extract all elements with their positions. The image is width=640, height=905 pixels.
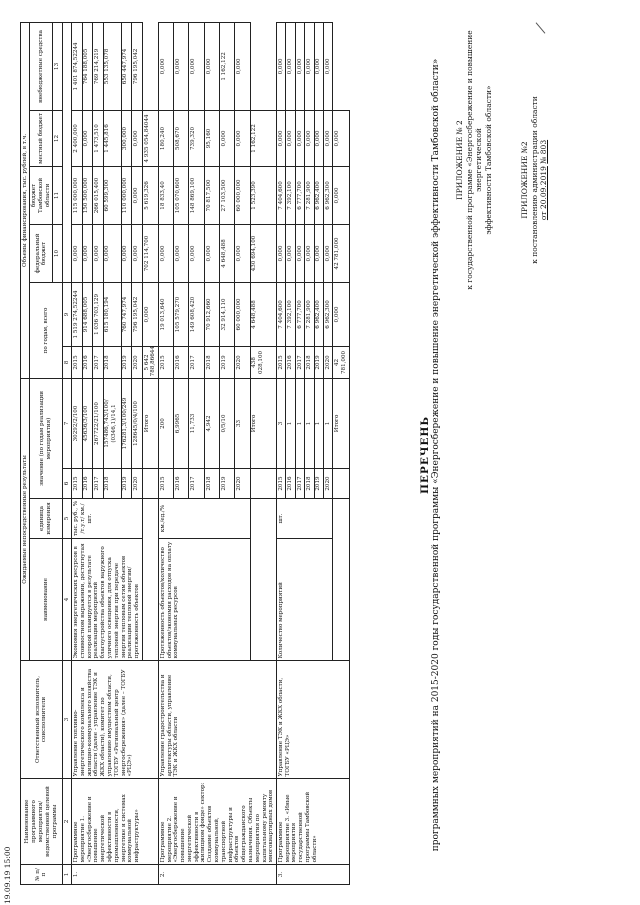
funding-extrabudget: 0,000	[174, 22, 189, 110]
measure-name: Программное мероприятие 2. «Энергосбережение и повышение энергетической эффективности в жилищном фонде» сектор: Создание объектов коммунальной, транспортной инфраструктуры и объектов общегражданского назначения. Объекты мероприятия по капитальному ремонту многоквартирных домов	[158, 779, 276, 865]
result-value: 157486,743/100/ (0346,1)/14,1	[103, 378, 121, 468]
funding-local: 0,000	[295, 110, 304, 166]
row-num: 2.	[158, 865, 276, 885]
col-regional: бюджет Тамбовской области	[30, 166, 53, 224]
funding-federal: 0,000	[174, 224, 189, 282]
result-empty	[250, 499, 276, 661]
col-num-10: 10	[53, 224, 62, 282]
funding-local: 0,000	[132, 110, 143, 166]
annex-decree-ref	[539, 15, 549, 345]
funding-regional: 60 599,300	[103, 166, 121, 224]
result-year: 2017	[93, 469, 103, 499]
col-num-spacer	[62, 22, 71, 282]
funding-extrabudget: 0,000	[204, 22, 219, 110]
col-num-5: 5	[62, 499, 71, 539]
funding-by-years: 615 180,194	[103, 282, 121, 346]
funding-regional: 6 777,700	[295, 166, 304, 224]
funding-by-years: 6 777,700	[295, 282, 304, 346]
row-num: 1.	[72, 865, 159, 885]
funding-federal: 0,000	[142, 282, 158, 346]
col-num-12: 12	[53, 110, 62, 166]
document-title	[420, 35, 442, 875]
funding-federal: 4 648,488	[250, 282, 276, 346]
table-row	[158, 22, 173, 884]
funding-local: 508,670	[174, 110, 189, 166]
funding-local: 0,000	[220, 110, 235, 166]
funding-local: 0,000	[333, 166, 349, 224]
funding-extrabudget: 0,000	[305, 22, 314, 110]
date-stamp: 19.09.19 15:00	[3, 846, 12, 904]
funding-extrabudget: 4 935 054,84044	[142, 110, 158, 166]
result-value: 6,9965	[174, 378, 189, 468]
funding-regional: 27 103,500	[220, 166, 235, 224]
result-year: 2019	[220, 469, 235, 499]
funding-local: 0,000	[286, 110, 295, 166]
funding-regional: 42 781,000	[333, 224, 349, 282]
funding-local: 0,000	[235, 110, 250, 166]
funding-extrabudget: 553 135,078	[103, 22, 121, 110]
funding-regional: 6 962,300	[324, 166, 333, 224]
result-name: Количество мероприятий	[277, 539, 333, 661]
result-year: 2018	[305, 469, 314, 499]
funding-year: 2020	[324, 346, 333, 378]
annex2-header	[455, 15, 493, 305]
funding-federal: 0,000	[295, 224, 304, 282]
funding-federal: 0,000	[82, 224, 92, 282]
funding-local: 5 619,326	[142, 166, 158, 224]
col-num-1: 1	[62, 865, 71, 885]
result-name: Экономия энергетических ресурсов в стоимостном выражении, достигнутая которой планируется в результате реализации мероприятий благоустройства объектов наружного уличного освещения, для отпуска тепловой энергии при передаче энергии тепловым сетям объектов реализации тепловой энергии/протяженность объектов	[72, 539, 143, 661]
result-value: 3	[277, 378, 286, 468]
funding-by-years: 7 392,100	[286, 282, 295, 346]
funding-federal: 0,000	[305, 224, 314, 282]
funding-by-years: 914 688,005	[82, 282, 92, 346]
funding-extrabudget: 796 195,042	[132, 22, 143, 110]
result-value: 1	[286, 378, 295, 468]
col-value: значение (по годам реализации мероприятия)	[30, 378, 62, 498]
funding-by-years: 105 579,270	[174, 282, 189, 346]
funding-by-years: 1 519 274,52244	[72, 282, 82, 346]
col-num-3: 3	[62, 661, 71, 779]
funding-regional: 0,000	[132, 166, 143, 224]
funding-by-years: 7 281,900	[305, 282, 314, 346]
funding-regional: 7 404,600	[277, 166, 286, 224]
funding-regional: 105 070,600	[174, 166, 189, 224]
funding-extrabudget: 0,000	[314, 22, 323, 110]
funding-by-years: 19 013,640	[158, 282, 173, 346]
funding-by-years: 7 404,600	[277, 282, 286, 346]
funding-extrabudget: 0,000	[158, 22, 173, 110]
result-year: 2015	[158, 469, 173, 499]
funding-total-label: Итого	[333, 378, 349, 468]
funding-extrabudget: 0,000	[277, 22, 286, 110]
result-empty	[142, 499, 158, 661]
funding-extrabudget: 0,000	[333, 110, 349, 166]
result-value: 4,942	[204, 378, 219, 468]
funding-regional: 266 015,400	[93, 166, 103, 224]
annex2-line1: к государственной программе «Энергосбережение и повышение энергетической	[464, 30, 483, 290]
funding-local: 95,160	[204, 110, 219, 166]
result-value: 1	[324, 378, 333, 468]
funding-federal: 0,000	[158, 224, 173, 282]
funding-by-years: 60 000,000	[235, 282, 250, 346]
result-year: 2020	[132, 469, 143, 499]
result-year: 2016	[174, 469, 189, 499]
funding-year: 2018	[204, 346, 219, 378]
funding-year: 2016	[286, 346, 295, 378]
funding-federal: 0,000	[121, 224, 131, 282]
funding-year: 2018	[305, 346, 314, 378]
col-num: № п/п	[21, 865, 63, 885]
result-value: 1	[305, 378, 314, 468]
col-num-2: 2	[62, 779, 71, 865]
funding-extrabudget: 769 214,219	[93, 22, 103, 110]
result-value: 11,733	[189, 378, 204, 468]
result-value: 1	[295, 378, 304, 468]
funding-by-years: 760 747,974	[121, 282, 131, 346]
col-funding	[21, 22, 30, 378]
funding-local: 180,240	[158, 110, 173, 166]
measure-name: Программное мероприятие 1. «Энергосбережение и повышение энергетической эффективности в промышленности, энергетике и системах коммунальной инфраструктуры»	[72, 779, 159, 865]
result-year: 2016	[82, 469, 92, 499]
funding-extrabudget: 0,000	[189, 22, 204, 110]
funding-year: 2017	[93, 346, 103, 378]
funding-extrabudget: 650 447,974	[121, 22, 131, 110]
empty-year	[333, 469, 349, 499]
funding-regional: 430 694,100	[250, 224, 276, 282]
result-unit: тыс. руб., % /т.у.т/ км./шт.	[72, 499, 143, 539]
funding-federal: 0,000	[189, 224, 204, 282]
col-num-6: 6	[62, 469, 71, 499]
funding-year: 2020	[235, 346, 250, 378]
funding-regional: 150 500,000	[82, 166, 92, 224]
annex2-title: ПРИЛОЖЕНИЕ № 2	[455, 120, 464, 200]
result-value: 33	[235, 378, 250, 468]
decree-number: № 803	[539, 139, 548, 164]
funding-by-years: 6 962,400	[314, 282, 323, 346]
annex-decree: к постановлению администрации области	[529, 96, 539, 264]
funding-extrabudget: 1 162,122	[220, 22, 235, 110]
result-unit: шт.	[277, 499, 333, 539]
col-num-7: 7	[62, 378, 71, 468]
funding-year: 2016	[82, 346, 92, 378]
col-by-years: по годам, всего	[30, 282, 62, 378]
col-name: Наименование программного мероприятия/ведомственной целевой программы	[21, 779, 63, 865]
col-unit: единица измерения	[30, 499, 62, 539]
funding-by-years: 6 962,300	[324, 282, 333, 346]
decree-date: от 20.09.2019	[539, 166, 548, 221]
result-value: 45636/3/100	[82, 378, 92, 468]
col-num-11: 11	[53, 166, 62, 224]
funding-year: 2015	[158, 346, 173, 378]
result-value: 200	[158, 378, 173, 468]
empty-year	[250, 469, 276, 499]
funding-local: 2 400,000	[72, 110, 82, 166]
funding-incl: в т.ч.	[21, 133, 28, 150]
result-value: 0/5/10	[220, 378, 235, 468]
funding-year: 2018	[103, 346, 121, 378]
funding-regional: 115 000,000	[72, 166, 82, 224]
funding-year: 2019	[121, 346, 131, 378]
funding-federal: 0,000	[103, 224, 121, 282]
result-year: 2018	[204, 469, 219, 499]
funding-label: Объемы финансирования, тыс. рублей,	[21, 150, 28, 267]
funding-federal: 0,000	[324, 224, 333, 282]
col-extrabudget: внебюджетные средства	[30, 22, 53, 110]
funding-federal: 0,000	[314, 224, 323, 282]
result-year: 2017	[189, 469, 204, 499]
table-row	[72, 22, 82, 884]
annex-header	[520, 15, 549, 345]
funding-by-years: 32 914,110	[220, 282, 235, 346]
funding-by-years: 70 912,660	[204, 282, 219, 346]
funding-total-label: Итого	[250, 378, 276, 468]
annex-title: ПРИЛОЖЕНИЕ №2	[520, 141, 529, 219]
funding-year: 2017	[189, 346, 204, 378]
funding-by-years: 149 608,420	[189, 282, 204, 346]
result-year: 2020	[324, 469, 333, 499]
result-value: 267722/21/100	[93, 378, 103, 468]
col-num-8: 8	[62, 346, 71, 378]
funding-regional: 7 392,100	[286, 166, 295, 224]
funding-regional: 7 281,900	[305, 166, 314, 224]
funding-local: 1 523,390	[250, 166, 276, 224]
col-num-13: 13	[53, 22, 62, 110]
title-main: ПЕРЕЧЕНЬ	[419, 416, 431, 494]
funding-federal: 0,000	[132, 224, 143, 282]
funding-year: 2015	[277, 346, 286, 378]
funding-by-years: 42 781,000	[333, 346, 349, 378]
funding-extrabudget: 0,000	[235, 22, 250, 110]
result-year: 2019	[314, 469, 323, 499]
funding-local: 0,000	[277, 110, 286, 166]
funding-local: 300,000	[121, 110, 131, 166]
funding-extrabudget: 1 401 874,52244	[72, 22, 82, 110]
result-year: 2016	[286, 469, 295, 499]
col-result: Ожидаемые непосредственные результаты	[21, 378, 30, 660]
funding-regional: 110 000,000	[121, 166, 131, 224]
result-year: 2015	[277, 469, 286, 499]
funding-year: 2017	[295, 346, 304, 378]
table-row	[277, 22, 286, 884]
col-federal: федеральный бюджет	[30, 224, 53, 282]
funding-extrabudget: 0,000	[324, 22, 333, 110]
funding-federal: 0,000	[72, 224, 82, 282]
funding-federal: 0,000	[204, 224, 219, 282]
result-year: 2017	[295, 469, 304, 499]
funding-by-years: 796 195,042	[132, 282, 143, 346]
empty-year	[142, 469, 158, 499]
col-executor: Ответственный исполнитель, соисполнители	[21, 661, 63, 779]
result-year: 2015	[72, 469, 82, 499]
funding-regional: 6 962,400	[314, 166, 323, 224]
funding-total-label: Итого	[142, 378, 158, 468]
funding-year: 2019	[314, 346, 323, 378]
annex2-line2: эффективности Тамбовской области»	[483, 85, 493, 235]
funding-federal: 0,000	[277, 224, 286, 282]
funding-extrabudget: 764 188,005	[82, 22, 92, 110]
funding-local: 0,000	[305, 110, 314, 166]
result-empty	[333, 499, 349, 661]
result-year: 2018	[103, 469, 121, 499]
funding-by-years: 5 642 788,86644	[142, 346, 158, 378]
funding-year: 2020	[132, 346, 143, 378]
funding-year: 2019	[220, 346, 235, 378]
col-num-4: 4	[62, 539, 71, 661]
funding-local: 0,000	[324, 110, 333, 166]
measure-executor: Управление топливно-энергетического комплекса и жилищно-коммунального хозяйства области (далее - управление ТЭК и ЖКХ области), комитет по управлению имуществом области, ТОГБУ «Региональный центр энергосбережения» (далее – ТОГБУ «РЦЭ»)	[72, 661, 159, 779]
funding-federal: 0,000	[235, 224, 250, 282]
funding-federal: 0,000	[286, 224, 295, 282]
result-year: 2020	[235, 469, 250, 499]
title-sub: программных мероприятий на 2015-2020 годы государственной программы «Энергосбережение и повышение энергетической эффективности Тамбовской области»	[431, 58, 441, 852]
funding-regional: 702 114,700	[142, 224, 158, 282]
result-value: 1	[314, 378, 323, 468]
funding-by-years: 1 036 703,129	[93, 282, 103, 346]
measure-executor: Управление ТЭК и ЖКХ области, ТОГБУ «РЦЭ»	[277, 661, 350, 779]
funding-regional: 70 817,500	[204, 166, 219, 224]
col-local: местный бюджет	[30, 110, 53, 166]
funding-local: 1 445,816	[103, 110, 121, 166]
col-num-9: 9	[62, 282, 71, 346]
table-body	[72, 22, 349, 884]
funding-federal: 0,000	[333, 282, 349, 346]
funding-local: 1 473,510	[93, 110, 103, 166]
row-num: 3.	[277, 865, 350, 885]
funding-regional: 18 833,40	[158, 166, 173, 224]
funding-local: 739,320	[189, 110, 204, 166]
measure-name: Программное мероприятие 3. «Иные мероприятия государственной программы Тамбовской области»	[277, 779, 350, 865]
funding-regional: 60 000,000	[235, 166, 250, 224]
measures-table	[20, 22, 350, 885]
measure-executor: Управление градостроительства и архитектуры области, управление ТЭК и ЖКХ области	[158, 661, 276, 779]
funding-extrabudget: 1 162,122	[250, 110, 276, 166]
funding-year: 2015	[72, 346, 82, 378]
result-value: 128645/0/4/100	[132, 378, 143, 468]
col-result-name: наименование	[30, 539, 62, 661]
result-value: 30292/2/100	[72, 378, 82, 468]
result-unit: км./ед./%	[158, 499, 250, 539]
funding-by-years: 438 028,100	[250, 346, 276, 378]
result-year: 2019	[121, 469, 131, 499]
funding-extrabudget: 0,000	[286, 22, 295, 110]
funding-local: 0,000	[314, 110, 323, 166]
funding-regional: 148 869,100	[189, 166, 204, 224]
funding-federal: 0,000	[93, 224, 103, 282]
funding-local: 0,000	[82, 110, 92, 166]
result-value: 176281,3/100/249	[121, 378, 131, 468]
result-name: Протяженность объектов/количество объектов/экономия расходов на оплату коммунальных ресурсов	[158, 539, 250, 661]
funding-extrabudget: 0,000	[295, 22, 304, 110]
funding-federal: 4 648,488	[220, 224, 235, 282]
funding-year: 2016	[174, 346, 189, 378]
